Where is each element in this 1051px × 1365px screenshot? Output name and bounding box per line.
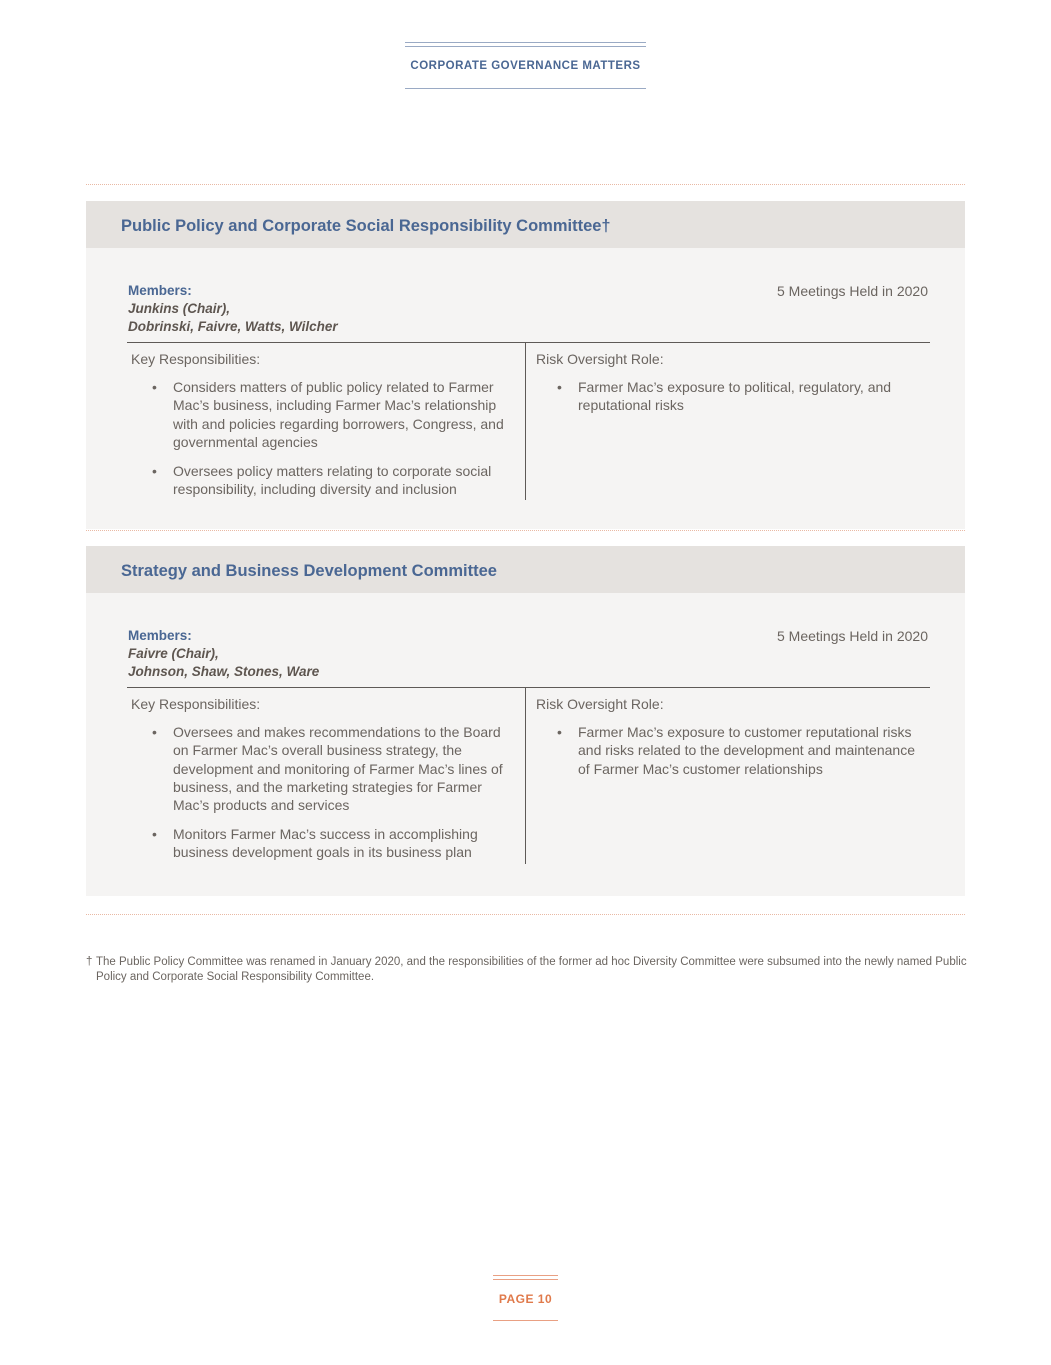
meetings-count: 5 Meetings Held in 2020: [777, 628, 928, 644]
column-divider: [525, 688, 526, 864]
committee-block-strategy: [86, 546, 965, 896]
meetings-count: 5 Meetings Held in 2020: [777, 283, 928, 299]
members-label: Members:: [128, 628, 192, 643]
dotted-divider: [86, 184, 965, 185]
footer-rule-top-2: [493, 1279, 558, 1280]
members-rule: [127, 687, 930, 688]
committee-chair: Junkins (Chair),: [128, 301, 231, 316]
footer-rule-bottom: [493, 1320, 558, 1321]
header-rule-bottom: [405, 88, 646, 89]
page-number: PAGE 10: [498, 1292, 553, 1306]
key-responsibilities-label: Key Responsibilities:: [131, 351, 261, 367]
committee-header: [86, 201, 965, 248]
committee-block-public-policy: [86, 201, 965, 500]
list-item: • Oversees and makes recommendations to the Board on Farmer Mac’s overall business strategy, the development and monitoring of Farmer Mac’s lines of business, and the marketing strategies for Farmer Mac’s products and services: [131, 723, 506, 814]
dotted-divider: [86, 914, 965, 915]
risk-oversight-label: Risk Oversight Role:: [536, 351, 664, 367]
committee-chair: Faivre (Chair),: [128, 646, 219, 661]
column-divider: [525, 343, 526, 500]
list-item: • Farmer Mac’s exposure to political, regulatory, and reputational risks: [536, 378, 921, 415]
list-item: • Considers matters of public policy related to Farmer Mac’s business, including Farmer Mac’s relationship with and policies regarding borrowers, Congress, and governmental agencies: [131, 378, 506, 451]
committee-title: Strategy and Business Development Committee: [121, 562, 497, 580]
header-rule-top: [405, 42, 646, 43]
footer-rule-top: [493, 1275, 558, 1276]
risk-oversight-label: Risk Oversight Role:: [536, 696, 664, 712]
header-rule-top-2: [405, 46, 646, 47]
committee-members: Johnson, Shaw, Stones, Ware: [128, 664, 320, 679]
list-item: • Monitors Farmer Mac’s success in accomplishing business development goals in its business plan: [131, 825, 506, 862]
risk-oversight-list: [536, 378, 921, 425]
risk-oversight-list: [536, 723, 921, 788]
committee-header: [86, 546, 965, 593]
key-responsibilities-list: [131, 378, 506, 509]
section-title: CORPORATE GOVERNANCE MATTERS: [410, 60, 641, 72]
dotted-divider: [86, 530, 965, 531]
footnote: [86, 955, 971, 984]
list-item: • Farmer Mac’s exposure to customer reputational risks and risks related to the development and maintenance of Farmer Mac’s customer relationships: [536, 723, 921, 778]
committee-title: Public Policy and Corporate Social Responsibility Committee†: [121, 217, 611, 235]
committee-members: Dobrinski, Faivre, Watts, Wilcher: [128, 319, 338, 334]
block-spacer: [86, 500, 965, 529]
list-item: • Oversees policy matters relating to corporate social responsibility, including diversity and inclusion: [131, 462, 506, 499]
footnote-mark: †: [86, 956, 93, 968]
key-responsibilities-label: Key Responsibilities:: [131, 696, 261, 712]
key-responsibilities-list: [131, 723, 506, 872]
members-rule: [127, 342, 930, 343]
footnote-text: The Public Policy Committee was renamed in January 2020, and the responsibilities of the former ad hoc Diversity Committee were subsumed into the newly named Public Policy and Corporate Social Responsibility Committee.: [96, 956, 967, 983]
members-label: Members:: [128, 283, 192, 298]
